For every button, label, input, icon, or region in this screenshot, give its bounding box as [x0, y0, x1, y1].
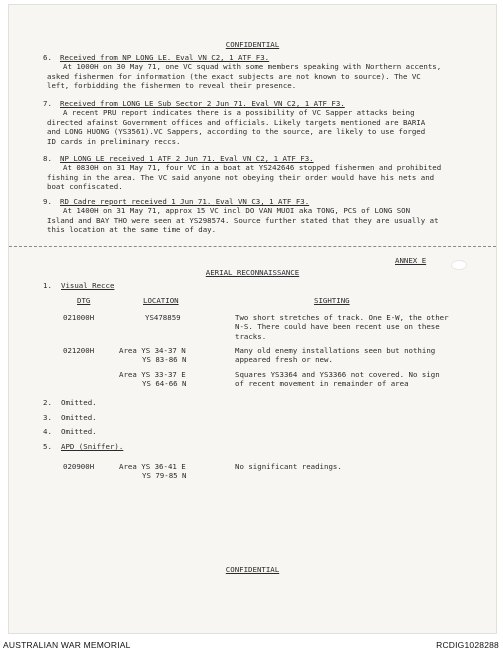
omitted-text: Omitted.	[61, 413, 97, 422]
paragraph-body	[47, 108, 483, 146]
paragraph-body	[47, 163, 483, 191]
annex-title: AERIAL RECONNAISSANCE	[205, 268, 300, 277]
row-location: Area YS 34-37 N	[119, 346, 186, 355]
row-dtg: 021000H	[63, 313, 95, 322]
paragraph-body	[47, 62, 483, 90]
section-heading: Visual Recce	[61, 281, 115, 290]
annex-label: ANNEX E	[395, 256, 427, 265]
row-sighting-line: appeared fresh or new.	[235, 355, 333, 365]
section-number: 4.	[43, 427, 52, 436]
row-sighting-line: No significant readings.	[235, 462, 342, 471]
paragraph-line: ID cards in preliminary reccs.	[47, 136, 181, 146]
row-dtg: 021200H	[63, 346, 95, 355]
row-location: YS 83-86 N	[142, 355, 187, 365]
paragraph-line: At 0830H on 31 May 71, four VC in a boat at YS242646 stopped fishermen and prohibited	[63, 163, 442, 173]
row-sighting-line: Squares YS3364 and YS3366 not covered. No sign	[235, 370, 440, 379]
row-location: YS478859	[145, 313, 181, 322]
column-header-sighting: SIGHTING	[314, 296, 350, 305]
paragraph-heading: RD Cadre report received 1 Jun 71. Eval VN C3, 1 ATF F3.	[60, 197, 310, 206]
paragraph-line: this location at the same time of day.	[47, 225, 217, 235]
paragraph-line: At 1400H on 31 May 71, approx 15 VC incl DO VAN MUOI aka TONG, PCS of LONG SON	[63, 206, 411, 216]
section-number: 3.	[43, 413, 52, 422]
row-sighting-line: Many old enemy installations seen but nothing	[235, 346, 436, 355]
paragraph-heading: Received from LONG LE Sub Sector 2 Jun 71. Eval VN C2, 1 ATF F3.	[60, 99, 345, 108]
column-header-location: LOCATION	[143, 296, 179, 305]
row-dtg: 020900H	[63, 462, 95, 471]
paragraph-number: 8.	[43, 154, 52, 163]
classification-bottom: CONFIDENTIAL	[225, 565, 280, 574]
document-page	[8, 4, 497, 634]
paragraph-line: directed afainst Government offices and officials. Likely targets mentioned are BARIA	[47, 117, 426, 127]
document-body	[9, 5, 496, 633]
section-heading: APD (Sniffer).	[61, 442, 124, 451]
row-location: YS 79-85 N	[142, 471, 187, 481]
paragraph-line: fishing in the area. The VC said anyone not obeying their order would have his nets and	[47, 172, 435, 182]
footer-source: AUSTRALIAN WAR MEMORIAL	[3, 640, 131, 650]
paragraph-body	[47, 206, 483, 234]
section-number: 2.	[43, 398, 52, 407]
paragraph-number: 7.	[43, 99, 52, 108]
row-location: Area YS 33-37 E	[119, 370, 186, 379]
paragraph-line: A recent PRU report indicates there is a possibility of VC Sapper attacks being	[63, 108, 415, 118]
section-number: 5.	[43, 442, 52, 451]
paragraph-heading: Received from NP LONG LE. Eval VN C2, 1 ATF F3.	[60, 53, 270, 62]
omitted-text: Omitted.	[61, 398, 97, 407]
paragraph-number: 9.	[43, 197, 52, 206]
paragraph-line: boat confiscated.	[47, 182, 123, 192]
classification-top: CONFIDENTIAL	[225, 40, 280, 49]
row-sighting-line: Two short stretches of track. One E-W, the other	[235, 313, 449, 322]
row-sighting-line: tracks.	[235, 331, 267, 341]
paragraph-line: and LONG HUONG (YS3561).VC Sappers, according to the source, are likely to use forged	[47, 127, 426, 137]
paragraph-line: asked fishermen for information (the exact subjects are not known to source). The VC	[47, 71, 421, 81]
row-location: YS 64-66 N	[142, 379, 187, 389]
footer-record-id: RCDIG1028288	[436, 640, 499, 650]
omitted-text: Omitted.	[61, 427, 97, 436]
section-number: 1.	[43, 281, 52, 290]
row-sighting-line: N-S. There could have been recent use on these	[235, 322, 440, 332]
page-divider	[9, 246, 496, 247]
paragraph-line: left, forbidding the fishermen to reveal their presence.	[47, 81, 297, 91]
paragraph-line: At 1000H on 30 May 71, one VC squad with some members speaking with Northern accents,	[63, 62, 442, 72]
paragraph-line: Island and BAY THO were seen at YS298574. Source further stated that they are usually at	[47, 215, 439, 225]
paragraph-heading: NP LONG LE received 1 ATF 2 Jun 71. Eval VN C2, 1 ATF F3.	[60, 154, 314, 163]
row-location: Area YS 36-41 E	[119, 462, 186, 471]
column-header-dtg: DTG	[77, 296, 91, 305]
row-sighting-line: of recent movement in remainder of area	[235, 379, 409, 389]
paragraph-number: 6.	[43, 53, 52, 62]
